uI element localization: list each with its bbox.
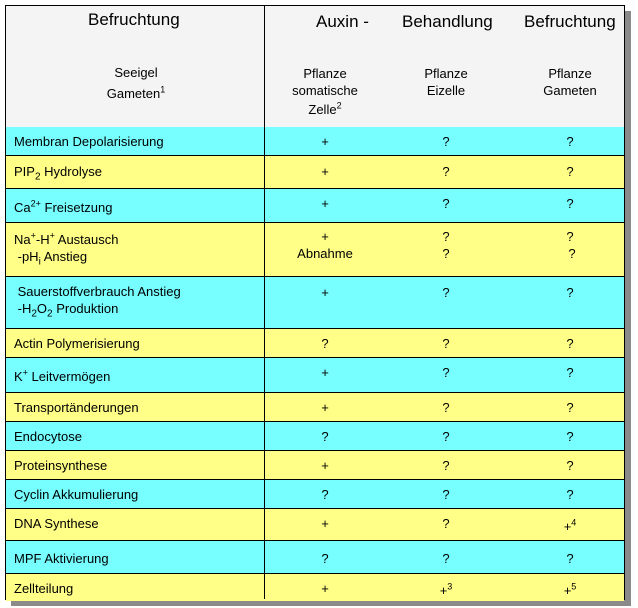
label-part: Leitvermögen [27, 369, 111, 384]
row-label: Proteinsynthese [14, 458, 108, 473]
label-part: Ca [14, 200, 31, 215]
cell-value: ? [566, 134, 574, 149]
cell-value: + [321, 400, 329, 415]
header-left-sub-line2 [66, 85, 206, 102]
cell-value: ? [442, 365, 450, 380]
cell-value: ? [442, 551, 450, 566]
cell-value [406, 582, 486, 599]
cell-value: + [321, 581, 329, 596]
label-part: -pH [14, 249, 39, 264]
cell-text: + [563, 583, 572, 598]
table-row [6, 574, 624, 601]
cell-value: ? [442, 487, 450, 502]
row-label: DNA Synthese [14, 516, 99, 531]
header-col2-sub-line1: Pflanze [424, 66, 468, 81]
cell-value: ? [566, 487, 574, 502]
row-label: Sauerstoffverbrauch Anstieg [14, 284, 181, 299]
table-row [6, 156, 624, 189]
header-col2-title: Behandlung [402, 12, 493, 31]
table-row [6, 189, 624, 223]
row-label [14, 231, 118, 248]
row-label: Transportänderungen [14, 400, 139, 415]
table-row [6, 127, 624, 156]
cell-value: + [321, 285, 329, 300]
cell-value: ? [568, 246, 576, 261]
header-col1-sub-line3 [275, 101, 375, 118]
table-row [6, 451, 624, 480]
header-col1-sub-line1: Pflanze [303, 66, 347, 81]
row-label: Endocytose [14, 429, 82, 444]
cell-value: + [321, 164, 329, 179]
cell-value: ? [566, 196, 574, 211]
comparison-table [5, 5, 625, 600]
table-row [6, 277, 624, 329]
cell-value: Abnahme [297, 246, 353, 261]
header-left-sub-text: Gameten [106, 86, 161, 101]
cell-value: ? [566, 285, 574, 300]
label-part: Austausch [54, 232, 119, 247]
label-part: Na [14, 232, 31, 247]
label-part: Anstieg [40, 249, 88, 264]
cell-value: ? [321, 336, 329, 351]
cell-text: + [439, 583, 448, 598]
cell-value: ? [566, 229, 574, 244]
label-superscript: + [22, 367, 28, 378]
label-subscript: 2 [34, 171, 41, 183]
column-divider [264, 6, 265, 599]
table-row [6, 329, 624, 358]
table-row [6, 509, 624, 541]
cell-value: + [321, 365, 329, 380]
label-part: -H [35, 232, 50, 247]
cell-value: ? [566, 336, 574, 351]
cell-value: ? [566, 551, 574, 566]
header-col1-title: Auxin - [316, 12, 369, 31]
row-label [14, 199, 112, 216]
cell-value: ? [442, 429, 450, 444]
header-col3-title: Befruchtung [524, 12, 616, 31]
header-col3-subtitle [520, 65, 620, 99]
cell-value: ? [442, 246, 450, 261]
header-col1-sub-text: Zelle [308, 102, 337, 117]
label-superscript: + [49, 230, 55, 241]
row-label: MPF Aktivierung [14, 551, 109, 566]
row-label: Zellteilung [14, 581, 74, 596]
label-part: Hydrolyse [40, 164, 102, 179]
cell-value: ? [566, 164, 574, 179]
label-part: Freisetzung [40, 200, 113, 215]
label-part: -H [14, 301, 32, 316]
header-col1-sub-line2: somatische [292, 83, 358, 98]
cell-value: ? [442, 285, 450, 300]
footnote-ref: 5 [571, 581, 577, 592]
cell-value: ? [442, 229, 450, 244]
header-left-title: Befruchtung [88, 10, 180, 29]
row-label [14, 163, 102, 183]
header-col3-sub-line2: Gameten [543, 83, 597, 98]
cell-value: + [321, 196, 329, 211]
table-row [6, 223, 624, 277]
cell-value: + [321, 229, 329, 244]
cell-value: + [321, 134, 329, 149]
label-superscript: 2+ [30, 198, 41, 209]
row-label [14, 368, 110, 385]
cell-value: ? [442, 134, 450, 149]
header-col2-sub-line2: Eizelle [426, 83, 466, 98]
cell-value: ? [442, 164, 450, 179]
cell-value: ? [442, 400, 450, 415]
table-row [6, 541, 624, 574]
header-col2-subtitle [396, 65, 496, 99]
table-row [6, 393, 624, 422]
label-subscript: 2 [31, 308, 37, 320]
table-row [6, 358, 624, 393]
footnote-ref: 1 [160, 84, 166, 95]
header-left-sub-line1: Seeigel [114, 65, 158, 80]
header-col3-sub-line1: Pflanze [548, 66, 592, 81]
cell-value: ? [321, 551, 329, 566]
table-header [6, 6, 624, 128]
cell-value [530, 518, 610, 535]
cell-value: + [321, 458, 329, 473]
cell-value: ? [321, 429, 329, 444]
label-part: K [14, 369, 23, 384]
cell-text: + [563, 519, 572, 534]
cell-value: ? [442, 458, 450, 473]
row-label: Actin Polymerisierung [14, 336, 140, 351]
label-subscript: 2 [47, 308, 53, 320]
footnote-ref: 2 [336, 100, 342, 111]
cell-value: + [321, 516, 329, 531]
cell-value: ? [566, 458, 574, 473]
header-left-subtitle [66, 64, 206, 102]
cell-value: ? [321, 487, 329, 502]
row-label [14, 248, 88, 268]
header-col1-subtitle [275, 65, 375, 118]
label-subscript: i [38, 256, 41, 268]
footnote-ref: 4 [571, 517, 577, 528]
cell-value: ? [442, 336, 450, 351]
row-label [14, 300, 119, 320]
cell-value: ? [442, 516, 450, 531]
cell-value: ? [566, 400, 574, 415]
cell-value [530, 582, 610, 599]
label-superscript: + [30, 230, 36, 241]
cell-value: ? [566, 429, 574, 444]
row-label: Membran Depolarisierung [14, 134, 164, 149]
label-part: PIP [14, 164, 35, 179]
footnote-ref: 3 [447, 581, 453, 592]
row-label: Cyclin Akkumulierung [14, 487, 139, 502]
label-part: Produktion [52, 301, 119, 316]
label-part: O [36, 301, 48, 316]
table-row [6, 480, 624, 509]
table-row [6, 422, 624, 451]
cell-value: ? [566, 365, 574, 380]
cell-value: ? [442, 196, 450, 211]
